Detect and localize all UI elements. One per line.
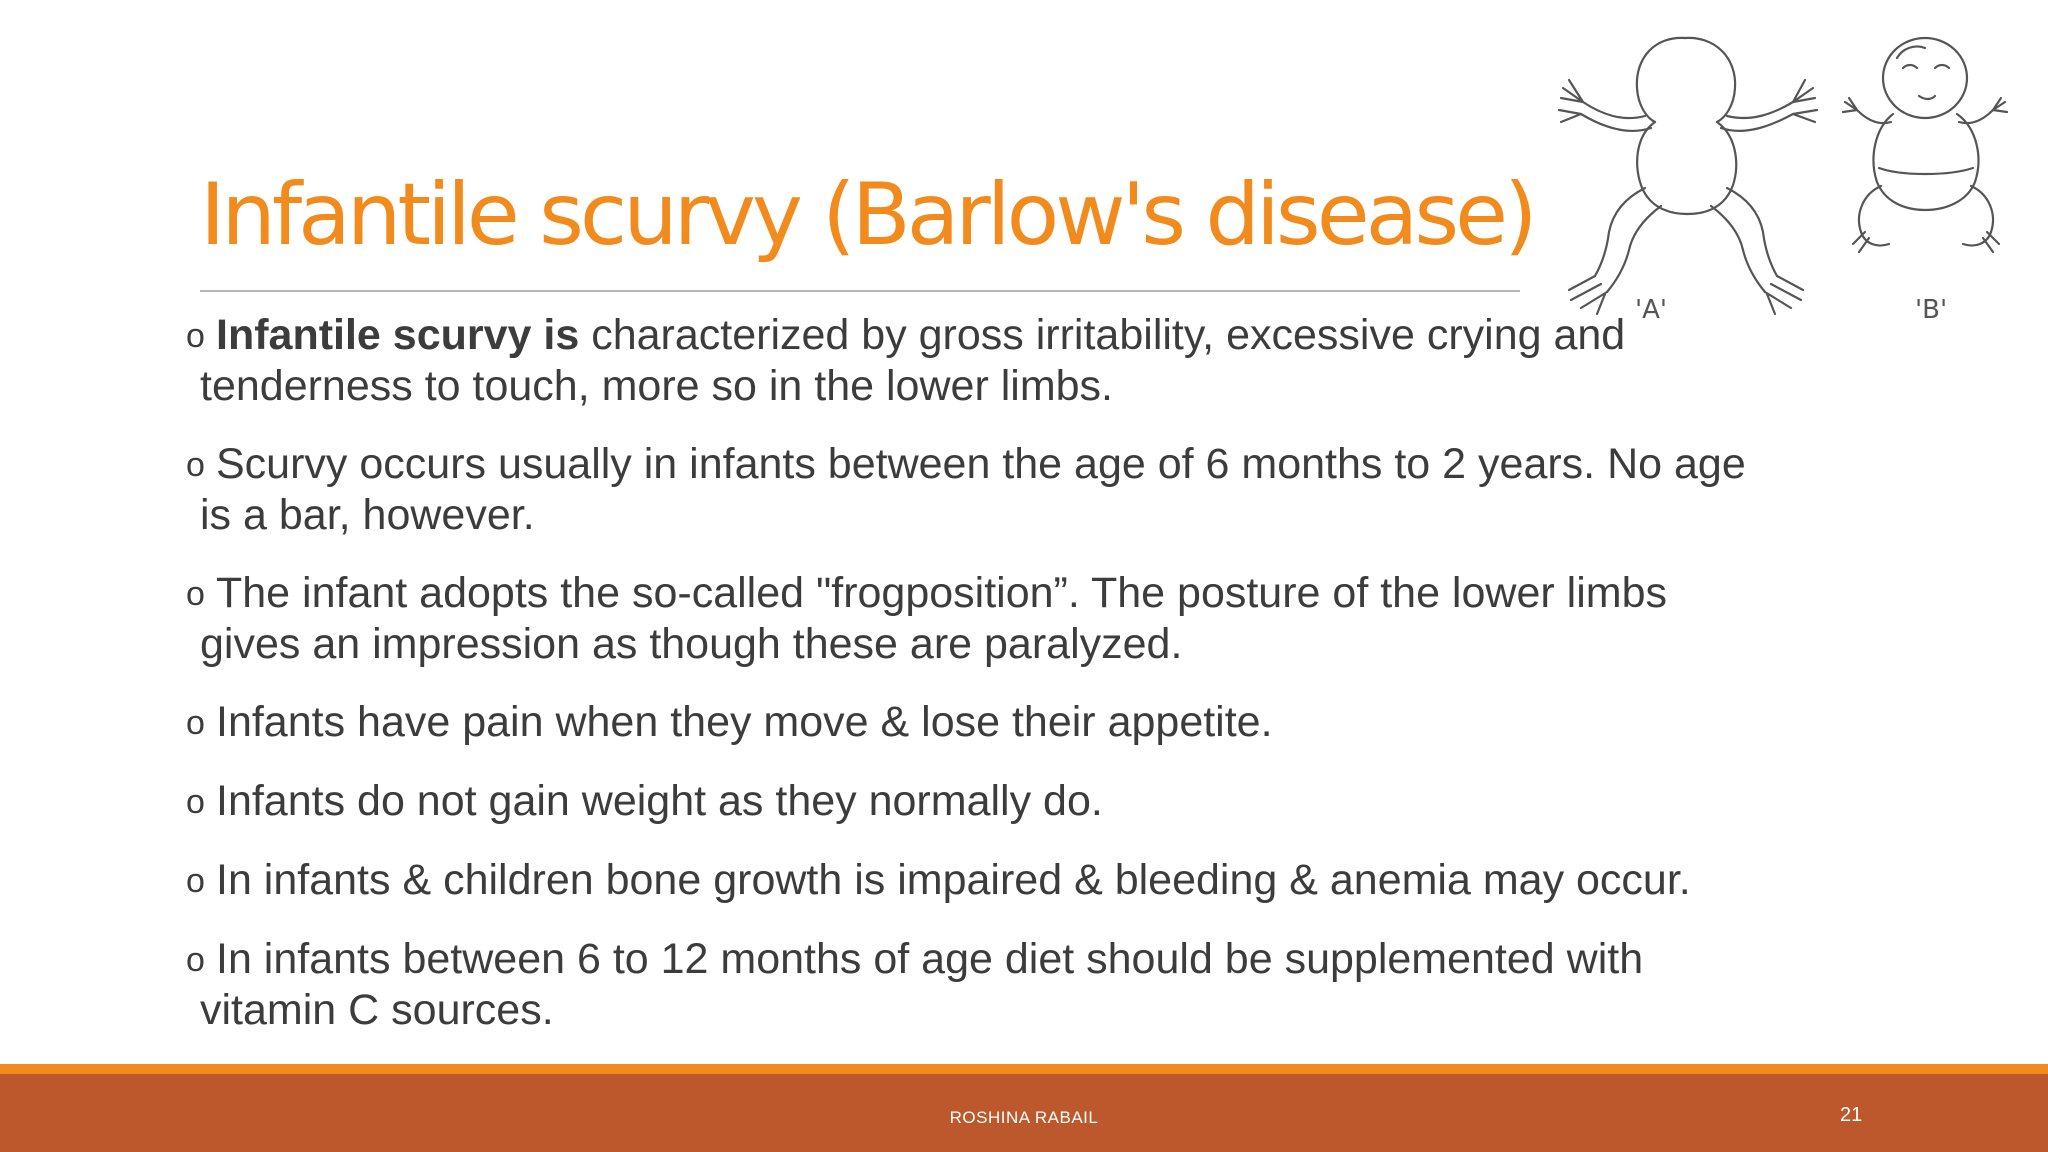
bullet-text: Scurvy occurs usually in infants between the age of 6 months to 2 years. No age	[216, 440, 1746, 488]
frog-position-illustration	[1505, 18, 2025, 328]
bullet-item	[186, 855, 1886, 906]
slide-number: 21	[1840, 1104, 1863, 1126]
bullet-list	[186, 310, 1886, 1035]
bullet-item	[186, 310, 1886, 411]
title-divider	[200, 290, 1520, 292]
bullet-item	[186, 697, 1886, 748]
figure-b-infant	[1843, 38, 2007, 252]
bullet-marker: o	[186, 783, 205, 821]
bullet-text: The infant adopts the so-called "frogposition”. The posture of the lower limbs	[216, 569, 1667, 617]
bullet-text: characterized by gross irritability, excessive crying and	[579, 311, 1626, 359]
footer-bar	[0, 1074, 2048, 1152]
figure-a-frog-position	[1559, 38, 1817, 314]
bullet-marker: o	[186, 704, 205, 742]
footer-accent-stripe	[0, 1064, 2048, 1074]
bullet-continuation: gives an impression as though these are paralyzed.	[200, 620, 1183, 668]
bullet-text: Infants have pain when they move & lose their appetite.	[216, 698, 1273, 746]
bullet-continuation: vitamin C sources.	[200, 986, 554, 1034]
bullet-item	[186, 439, 1886, 540]
bullet-marker: o	[186, 862, 205, 900]
bullet-text: Infants do not gain weight as they normally do.	[216, 777, 1103, 825]
bullet-marker: o	[186, 317, 205, 355]
footer-author: ROSHINA RABAIL	[949, 1108, 1099, 1127]
bullet-text: In infants & children bone growth is impaired & bleeding & anemia may occur.	[216, 856, 1691, 904]
bullet-marker: o	[186, 575, 205, 613]
bullet-item	[186, 568, 1886, 669]
slide-title: Infantile scurvy (Barlow's disease)	[200, 165, 1534, 265]
bullet-lead-bold: Infantile scurvy is	[216, 311, 580, 359]
bullet-continuation: tenderness to touch, more so in the lower limbs.	[200, 362, 1113, 410]
figure-label-b: 'B'	[1915, 295, 1948, 325]
bullet-text: In infants between 6 to 12 months of age diet should be supplemented with	[216, 935, 1644, 983]
bullet-marker: o	[186, 941, 205, 979]
figure-label-a: 'A'	[1635, 295, 1668, 325]
bullet-item	[186, 934, 1886, 1035]
bullet-marker: o	[186, 446, 205, 484]
bullet-continuation: is a bar, however.	[200, 491, 535, 539]
bullet-item	[186, 776, 1886, 827]
